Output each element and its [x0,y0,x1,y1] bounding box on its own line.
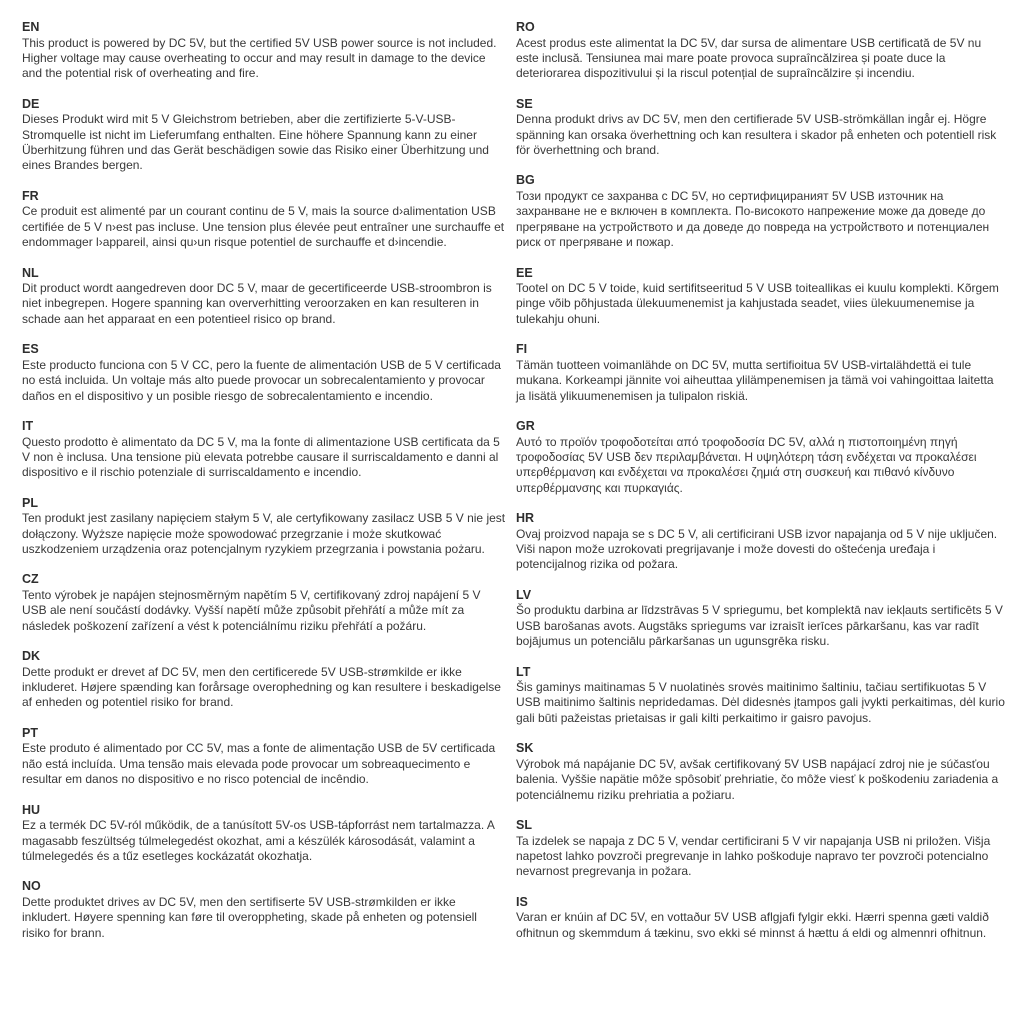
lang-section-it [22,419,506,481]
lang-code-fr: FR [22,188,39,203]
warning-text-hr: Ovaj proizvod napaja se s DC 5 V, ali certificirani USB izvor napajanja od 5 V nije uključen. Viši napon može uzrokovati pregrijavanje i može dovesti do oštećenja uređaja i potencijalnog rizika od požara. [516,526,998,572]
lang-code-dk: DK [22,649,41,664]
warning-text-cz: Tento výrobek je napájen stejnosměrným napětím 5 V, certifikovaný zdroj napájení 5 V USB ale není součástí dodávky. Vyšší napětí může způsobit přehřátí a může mít za následek poškození zařízení a vést k potenciálnímu riziku přehřátí a požáru. [22,587,481,633]
lang-section-hu [22,803,506,865]
lang-section-sl [516,818,1006,880]
lang-section-no [22,879,506,941]
lang-section-ro [516,20,1006,82]
lang-code-ee: EE [516,265,533,280]
lang-code-en: EN [22,20,40,34]
lang-section-dk [22,649,506,711]
lang-code-gr: GR [516,419,535,433]
warning-text-no: Dette produktet drives av DC 5V, men den sertifiserte 5V USB-strømkilden er ikke inkludert. Høyere spenning kan føre til overoppheting, skade på enheten og potensiell risiko for brann. [22,894,477,940]
lang-code-bg: BG [516,173,535,188]
warning-text-lv: Šo produktu darbina ar līdzstrāvas 5 V spriegumu, bet komplektā nav iekļauts sertificēts 5 V USB barošanas avots. Augstāks spriegums var izraisīt ierīces pārkaršanu, kas var radīt bojājumus un potenciālu pārkaršanas un ugunsgrēka risku. [516,603,1003,649]
lang-section-pl [22,496,506,558]
warning-text-ro: Acest produs este alimentat la DC 5V, dar sursa de alimentare USB certificată de 5V nu este inclusă. Tensiunea mai mare poate provoca supraîncălzirea și poate duce la deteriorarea dispozitivului și la riscul potențial de supraîncălzire și incendiu. [516,35,982,81]
lang-code-hu: HU [22,802,41,817]
lang-code-sl: SL [516,818,532,832]
lang-code-sk: SK [516,741,534,756]
lang-section-nl [22,266,506,328]
lang-code-lv: LV [516,587,532,602]
warning-text-sk: Výrobok má napájanie DC 5V, avšak certifikovaný 5V USB napájací zdroj nie je súčasťou balenia. Vyššie napätie môže spôsobiť prehriatie, čo môže viesť k poškodeniu zariadenia a potenciálnemu riziku prehriatia a požiaru. [516,756,999,802]
warning-text-gr: Αυτό το προϊόν τροφοδοτείται από τροφοδοσία DC 5V, αλλά η πιστοποιημένη πηγή τροφοδοσίας 5V USB δεν περιλαμβάνεται. Η υψηλότερη τάση ενδέχεται να προκαλέσει υπερθέρμανση και ενδέχεται να προκαλέσει ζημιά στη συσκευή και πιθανό κίνδυνο υπερθέρμανσης και πυρκαγιάς. [516,434,977,495]
warning-text-ee: Tootel on DC 5 V toide, kuid sertifitseeritud 5 V USB toiteallikas ei kuulu komplekti. Kõrgem pinge võib põhjustada ülekuumenemist ja kahjustada seadet, viies ülekuumenemise ja tulekahju ohuni. [516,281,999,326]
lang-code-fi: FI [516,342,528,357]
warning-text-pl: Ten produkt jest zasilany napięciem stałym 5 V, ale certyfikowany zasilacz USB 5 V nie jest dołączony. Wyższe napięcie może spowodować przegrzanie i może skutkować uszkodzeniem urządzenia oraz potencjalnym ryzykiem przegrzania i powstania pożaru. [22,511,506,557]
warning-text-nl: Dit product wordt aangedreven door DC 5 V, maar de gecertificeerde USB-stroombron is niet inbegrepen. Hogere spanning kan oververhitting veroorzaken en kan resulteren in schade aan het apparaat en een potentieel risico op brand. [22,281,492,326]
lang-section-en [22,20,506,82]
warning-text-es: Este producto funciona con 5 V CC, pero la fuente de alimentación USB de 5 V certificada no está incluida. Un voltaje más alto puede provocar un sobrecalentamiento y provocar daños en el dispositivo y un posible riesgo de sobrecalentamiento e incendio. [22,357,501,403]
lang-code-se: SE [516,96,533,111]
warning-text-en: This product is powered by DC 5V, but the certified 5V USB power source is not included. Higher voltage may cause overheating to occur and may result in damage to the device and the potential risk of overheating and fire. [22,35,497,81]
warning-text-fi: Tämän tuotteen voimanlähde on DC 5V, mutta sertifioitua 5V USB-virtalähdettä ei tule mukana. Korkeampi jännite voi aiheuttaa ylilämpenemisen ja tämä voi vahingoittaa laitetta ja lisätä ylikuumenemisen ja tulipalon riskiä. [516,357,994,403]
left-column [22,20,506,956]
warning-text-fr: Ce produit est alimenté par un courant continu de 5 V, mais la source d›alimentation USB certifiée de 5 V n›est pas incluse. Une tension plus élevée peut entraîner une surchauffe et endommager l›appareil, ainsi qu›un risque potentiel de surchauffe et d›incendie. [22,204,505,250]
warning-text-is: Varan er knúin af DC 5V, en vottaður 5V USB aflgjafi fylgir ekki. Hærri spenna gæti valdið ofhitnun og skemmdum á tækinu, svo ekki sé minnst á hættu á eldi og almennri ofhitnun. [516,910,989,940]
lang-section-fi [516,342,1006,404]
lang-code-pt: PT [22,725,38,740]
warning-text-de: Dieses Produkt wird mit 5 V Gleichstrom betrieben, aber die zertifizierte 5-V-USB-Stromquelle ist nicht im Lieferumfang enthalten. Eine höhere Spannung kann zu einer Überhitzung führen und das Gerät beschädigen sowie das Risiko einer Überhitzung und eines Brandes bergen. [22,112,489,173]
lang-code-no: NO [22,879,41,894]
lang-section-cz [22,572,506,634]
lang-section-bg [516,173,1006,250]
warning-text-lt: Šis gaminys maitinamas 5 V nuolatinės srovės maitinimo šaltiniu, tačiau sertifikuotas 5 V USB maitinimo šaltinis nepridedamas. Dėl didesnės įtampos gali įvykti perkaitimas, dėl kurio gali būti pažeistas prietaisas ir gali kilti perkaitimo ir gaisro pavojus. [516,680,1005,725]
lang-section-gr [516,419,1006,496]
lang-code-de: DE [22,96,40,111]
lang-code-it: IT [22,419,34,433]
lang-code-es: ES [22,342,39,357]
lang-code-is: IS [516,894,528,909]
lang-code-lt: LT [516,664,531,679]
lang-section-de [22,97,506,174]
lang-code-cz: CZ [22,572,39,587]
warning-text-bg: Този продукт се захранва с DC 5V, но сертифицираният 5V USB източник на захранване не е включен в комплекта. По-високото напрежение може да доведе до прегряване на устройството и да доведе до повреда на устройството и потенциален риск от прегряване и пожар. [516,188,990,250]
warning-text-hu: Ez a termék DC 5V-ról működik, de a tanúsított 5V-os USB-tápforrást nem tartalmazza. A magasabb feszültség túlmelegedést okozhat, ami a készülék károsodását, valamint a túlmelegedés és a tűz esetleges kockázatát okozhatja. [22,818,495,863]
lang-section-ee [516,266,1006,328]
lang-section-lv [516,588,1006,650]
lang-section-is [516,895,1006,941]
lang-section-es [22,342,506,404]
warning-text-se: Denna produkt drivs av DC 5V, men den certifierade 5V USB-strömkällan ingår ej. Högre spänning kan orsaka överhettning och kan resultera i skador på enheten och potentiell risk för överhettning och brand. [516,112,997,158]
warning-text-pt: Este produto é alimentado por CC 5V, mas a fonte de alimentação USB de 5V certificada não está incluída. Uma tensão mais elevada pode provocar um sobreaquecimento e resultar em danos no dispositivo e no risco potencial de incêndio. [22,741,496,787]
lang-code-ro: RO [516,20,535,34]
lang-code-pl: PL [22,495,38,510]
lang-section-fr [22,189,506,251]
lang-section-pt [22,726,506,788]
lang-code-nl: NL [22,265,39,280]
lang-code-hr: HR [516,511,535,526]
right-column [516,20,1006,956]
lang-section-hr [516,511,1006,573]
lang-section-lt [516,665,1006,727]
warning-text-dk: Dette produkt er drevet af DC 5V, men den certificerede 5V USB-strømkilde er ikke inkluderet. Højere spænding kan forårsage overophedning og kan resultere i beskadigelse af enheden og potentiel risiko for brand. [22,664,501,710]
lang-section-sk [516,741,1006,803]
warning-text-it: Questo prodotto è alimentato da DC 5 V, ma la fonte di alimentazione USB certificata da 5 V non è inclusa. Una tensione più elevata potrebbe causare il surriscaldamento e danni al dispositivo e il rischio potenziale di surriscaldamento e incendio. [22,434,500,480]
warning-text-sl: Ta izdelek se napaja z DC 5 V, vendar certificirani 5 V vir napajanja USB ni priložen. Višja napetost lahko povzroči pregrevanje in lahko poškoduje napravo ter povzroči potencialno nevarnost pregrevanja in požara. [516,833,991,879]
lang-section-se [516,97,1006,159]
